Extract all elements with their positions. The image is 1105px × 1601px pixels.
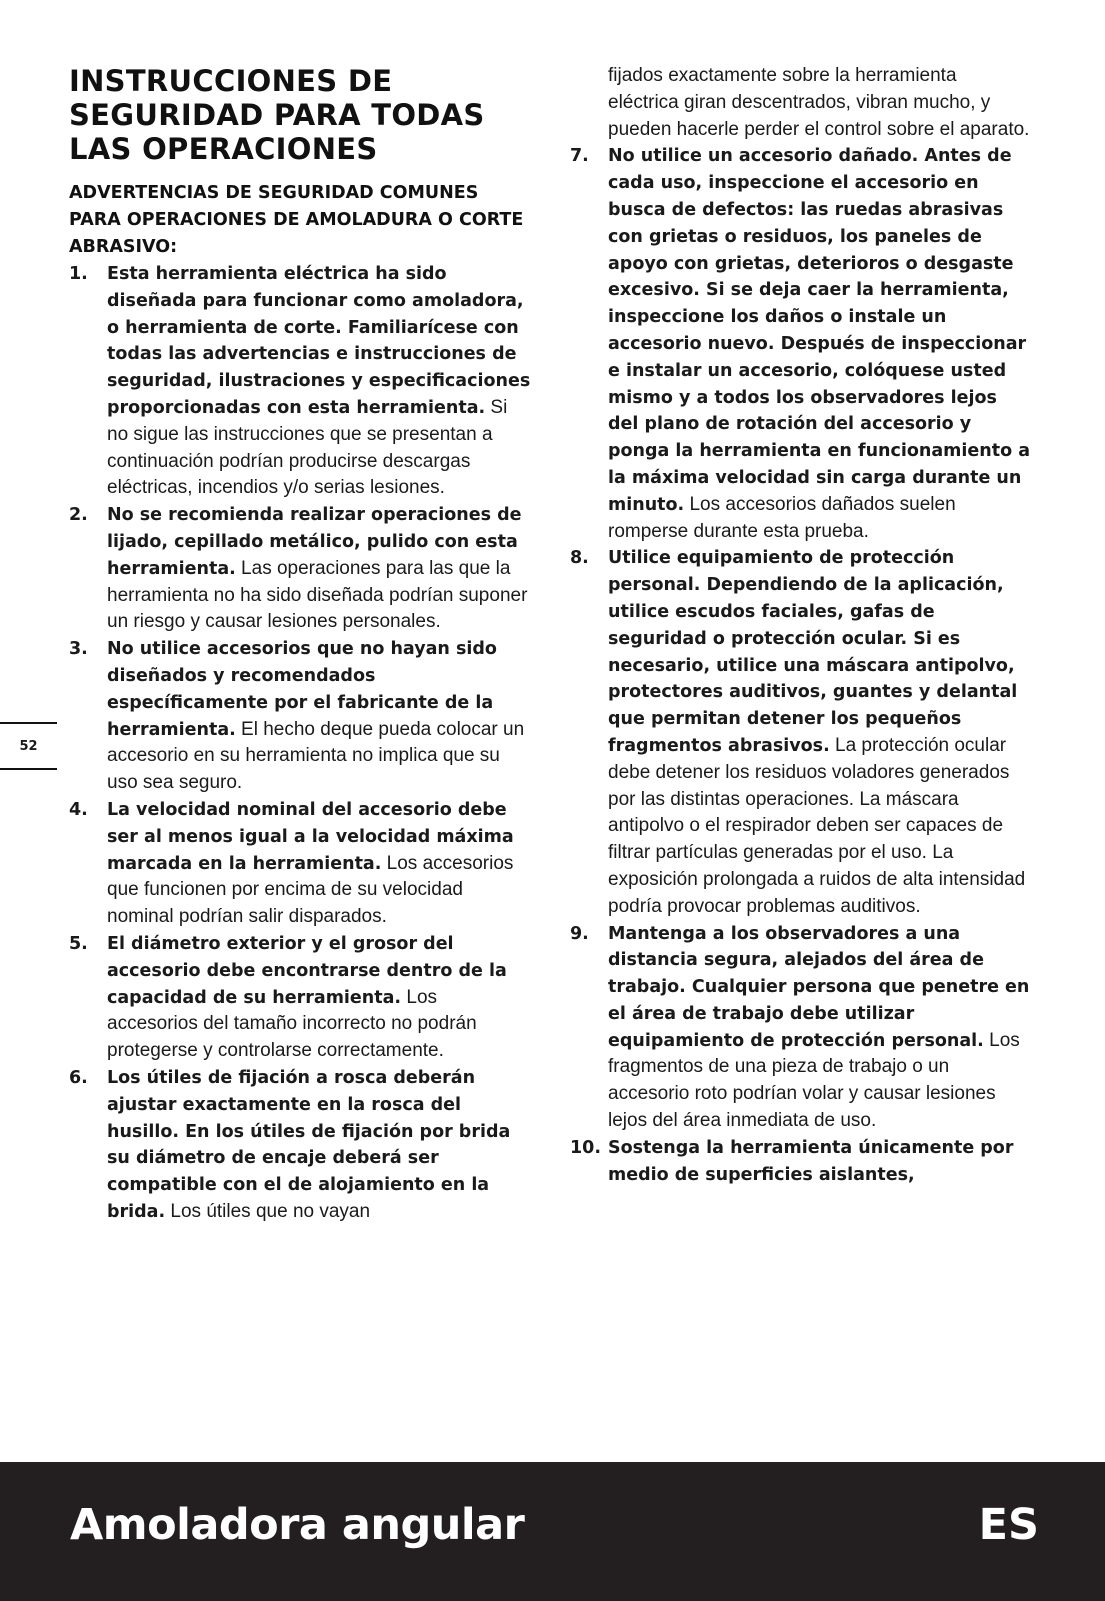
language-code: ES — [978, 1500, 1039, 1550]
item-number: 8. — [570, 548, 589, 569]
item-number: 3. — [69, 639, 88, 660]
list-item — [69, 931, 531, 1065]
item-bold-text: No se recomienda realizar operaciones de lijado, cepillado metálico, pulido con esta herramienta. — [107, 505, 522, 579]
item-bold-text: No utilice accesorios que no hayan sido diseñados y recomendados específicamente por el fabricante de la herramienta. — [107, 639, 497, 740]
item-number: 1. — [69, 264, 88, 284]
item-number: 10. — [570, 1137, 602, 1158]
item-number: 4. — [69, 799, 88, 820]
item-text: Las operaciones para las que la herramienta no ha sido diseñada podrían suponer un riesgo y causar lesiones personales. — [107, 557, 528, 633]
item-bold-text: La velocidad nominal del accesorio debe ser al menos igual a la velocidad máxima marcada en la herramienta. — [107, 799, 514, 874]
item-text: La protección ocular debe detener los residuos voladores generados por las distintas operaciones. La máscara antipolvo o el respirador deben ser capaces de filtrar partículas generadas por el uso. La exposición prolongada a ruidos de alta intensidad podría provocar problemas auditivos. — [608, 734, 1026, 917]
footer-bar — [0, 1462, 1105, 1601]
item-text: Los accesorios que funcionen por encima de su velocidad nominal podrían salir disparados. — [107, 852, 514, 928]
item-text: Si no sigue las instrucciones que se presentan a continuación podrían producirse descargas eléctricas, incendios y/o serias lesiones. — [107, 396, 508, 499]
item-number: 5. — [69, 933, 88, 954]
item-number: 2. — [69, 505, 88, 526]
left-column — [69, 60, 531, 1226]
section-heading: INSTRUCCIONES DE SEGURIDAD PARA TODAS LAS OPERACIONES — [69, 64, 485, 166]
page-number-tab — [0, 722, 57, 770]
item-continuation: fijados exactamente sobre la herramienta eléctrica giran descentrados, vibran mucho, y pueden hacerle perder el control sobre el aparato. — [608, 65, 1030, 140]
list-item — [69, 1065, 531, 1226]
list-item — [570, 921, 1032, 1135]
item-bold-text: El diámetro exterior y el grosor del accesorio debe encontrarse dentro de la capacidad de su herramienta. — [107, 933, 507, 1008]
item-number: 6. — [69, 1067, 88, 1088]
item-bold-text: Sostenga la herramienta únicamente por medio de superficies aislantes, — [608, 1137, 1014, 1185]
list-item — [570, 143, 1032, 545]
footer-title: Amoladora angular — [70, 1500, 525, 1550]
list-item — [69, 502, 531, 636]
item-text: Los fragmentos de una pieza de trabajo o un accesorio roto podrían volar y causar lesiones lejos del área inmediata de uso. — [608, 1029, 1020, 1132]
page-number: 52 — [19, 738, 38, 754]
list-item — [69, 636, 531, 797]
list-item — [69, 797, 531, 931]
item-number: 9. — [570, 923, 589, 944]
warning-subheading: ADVERTENCIAS DE SEGURIDAD COMUNES PARA OPERACIONES DE AMOLADURA O CORTE ABRASIVO: — [69, 183, 524, 257]
list-item — [570, 545, 1032, 920]
item-number: 7. — [570, 146, 589, 167]
item-bold-text: Esta herramienta eléctrica ha sido diseñada para funcionar como amoladora, o herramienta de corte. Familiarícese con todas las advertencias e instrucciones de seguridad, ilustraciones y especificaciones proporcionadas con esta herramienta. — [107, 264, 531, 418]
right-column — [570, 63, 1032, 1188]
item-text: Los útiles que no vayan — [165, 1200, 371, 1222]
list-item — [69, 261, 531, 502]
item-bold-text: Mantenga a los observadores a una distancia segura, alejados del área de trabajo. Cualquier persona que penetre en el área de trabajo debe utilizar equipamiento de protección personal. — [608, 923, 1030, 1051]
item-bold-text: Los útiles de fijación a rosca deberán ajustar exactamente en la rosca del husillo. En los útiles de fijación por brida su diámetro de encaje deberá ser compatible con el de alojamiento en la brida. — [107, 1067, 511, 1222]
list-item — [570, 1135, 1032, 1189]
item-text: El hecho deque pueda colocar un accesorio en su herramienta no implica que su uso sea seguro. — [107, 718, 525, 794]
item-bold-text: Utilice equipamiento de protección personal. Dependiendo de la aplicación, utilice escudos faciales, gafas de seguridad o protección ocular. Si es necesario, utilice una máscara antipolvo, protectores auditivos, guantes y delantal que permitan detener los pequeños fragmentos abrasivos. — [608, 548, 1018, 756]
item-bold-text: No utilice un accesorio dañado. Antes de cada uso, inspeccione el accesorio en busca de defectos: las ruedas abrasivas con grietas o residuos, los paneles de apoyo con grietas, deterioros o desgaste excesivo. Si se deja caer la herramienta, inspeccione los daños o instale un accesorio nuevo. Después de inspeccionar e instalar un accesorio, colóquese usted mismo y a todos los observadores lejos del plano de rotación del accesorio y ponga la herramienta en funcionamiento a la máxima velocidad sin carga durante un minuto. — [608, 146, 1031, 515]
item-text: Los accesorios del tamaño incorrecto no podrán protegerse y controlarse correctamente. — [107, 986, 477, 1062]
item-text: Los accesorios dañados suelen romperse durante esta prueba. — [608, 493, 956, 542]
